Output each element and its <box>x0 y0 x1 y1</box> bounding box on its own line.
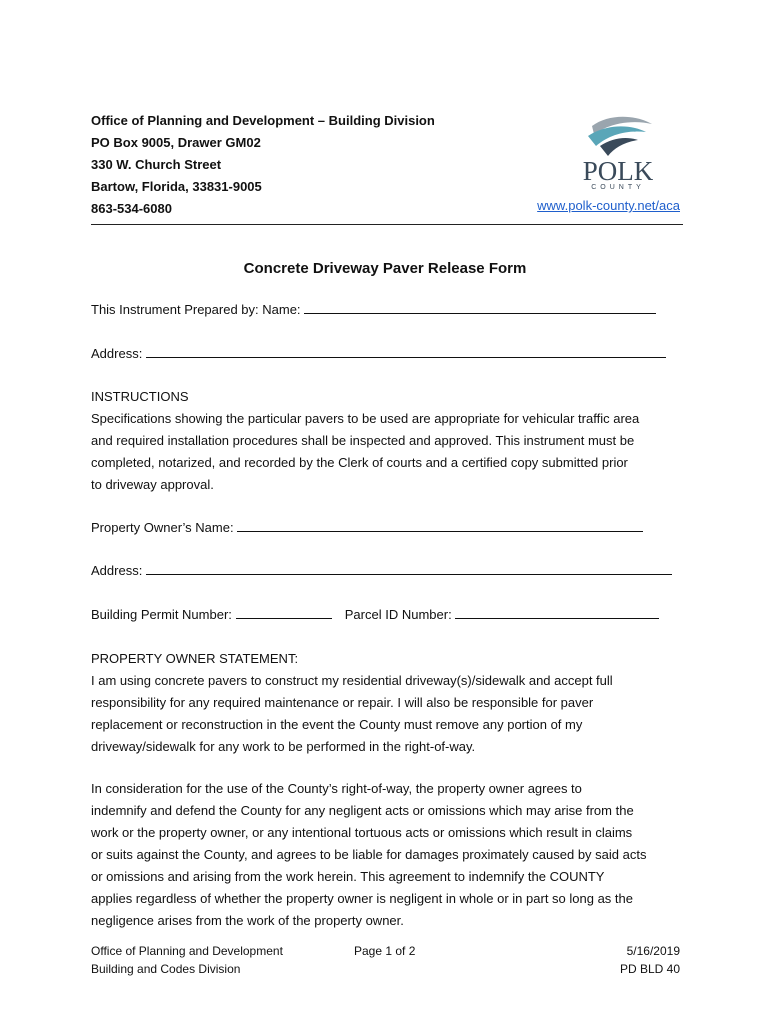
permit-parcel-row <box>91 606 659 622</box>
footer-office-line2: Building and Codes Division <box>91 962 241 976</box>
office-name: Office of Planning and Development – Building Division <box>91 113 435 128</box>
logo-subtitle: COUNTY <box>591 184 645 191</box>
footer-revision <box>620 942 680 978</box>
footer-office <box>91 942 283 978</box>
city-state-zip: Bartow, Florida, 33831-9005 <box>91 179 262 194</box>
instructions-line: to driveway approval. <box>91 477 214 492</box>
consideration-line: work or the property owner, or any intentional tortuous acts or omissions which result in claims <box>91 825 633 840</box>
statement-line: responsibility for any required maintenance or repair. I will also be responsible for paver <box>91 695 594 710</box>
instructions-line: completed, notarized, and recorded by the Clerk of courts and a certified copy submitted prior <box>91 455 628 470</box>
phone-number: 863-534-6080 <box>91 201 172 216</box>
statement-line: driveway/sidewalk for any work to be performed in the right-of-way. <box>91 739 476 754</box>
address-label-2: Address: <box>91 563 143 578</box>
footer-office-line1: Office of Planning and Development <box>91 944 283 958</box>
owner-name-field[interactable] <box>237 519 643 532</box>
consideration-block <box>91 778 691 932</box>
footer-page-number: Page 1 of 2 <box>354 944 416 958</box>
owner-statement-block <box>91 648 691 758</box>
address-label-1: Address: <box>91 346 143 361</box>
address-row-1 <box>91 345 666 361</box>
footer-date: 5/16/2019 <box>626 944 680 958</box>
instructions-heading: INSTRUCTIONS <box>91 389 189 404</box>
po-box: PO Box 9005, Drawer GM02 <box>91 135 261 150</box>
address-field-2[interactable] <box>146 562 672 575</box>
statement-heading: PROPERTY OWNER STATEMENT: <box>91 651 299 666</box>
logo-swoosh-icon <box>572 112 664 158</box>
parcel-id-field[interactable] <box>455 606 659 619</box>
permit-number-field[interactable] <box>236 606 332 619</box>
instructions-line: Specifications showing the particular pavers to be used are appropriate for vehicular traffic area <box>91 411 640 426</box>
instructions-block <box>91 386 691 496</box>
consideration-line: or omissions and arising from the work herein. This agreement to indemnify the COUNTY <box>91 869 605 884</box>
polk-county-logo <box>572 112 664 192</box>
office-address-block <box>91 110 435 220</box>
consideration-line: indemnify and defend the County for any negligent acts or omissions which may arise from the <box>91 803 634 818</box>
prepared-by-row <box>91 301 656 317</box>
footer-form-code: PD BLD 40 <box>619 962 680 976</box>
permit-label: Building Permit Number: <box>91 607 232 622</box>
statement-line: replacement or reconstruction in the event the County must remove any portion of my <box>91 717 583 732</box>
form-title: Concrete Driveway Paver Release Form <box>243 260 527 277</box>
logo-wordmark: POLK <box>582 156 654 186</box>
address-field-1[interactable] <box>146 345 666 358</box>
address-row-2 <box>91 562 672 578</box>
website-link[interactable]: www.polk-county.net/aca <box>537 198 680 213</box>
consideration-line: In consideration for the use of the County’s right-of-way, the property owner agrees to <box>91 781 582 796</box>
owner-name-label: Property Owner’s Name: <box>91 520 234 535</box>
header-divider <box>91 224 683 225</box>
consideration-line: applies regardless of whether the property owner is negligent in whole or in part so long as the <box>91 891 633 906</box>
prepared-by-label: This Instrument Prepared by: Name: <box>91 302 301 317</box>
parcel-label: Parcel ID Number: <box>344 607 452 622</box>
consideration-line: negligence arises from the work of the property owner. <box>91 913 404 928</box>
instructions-line: and required installation procedures shall be inspected and approved. This instrument must be <box>91 433 635 448</box>
consideration-line: or suits against the County, and agrees to be liable for damages proximately caused by said acts <box>91 847 647 862</box>
owner-name-row <box>91 519 643 535</box>
prepared-by-field[interactable] <box>304 301 656 314</box>
statement-line: I am using concrete pavers to construct my residential driveway(s)/sidewalk and accept full <box>91 673 613 688</box>
street-address: 330 W. Church Street <box>91 157 222 172</box>
